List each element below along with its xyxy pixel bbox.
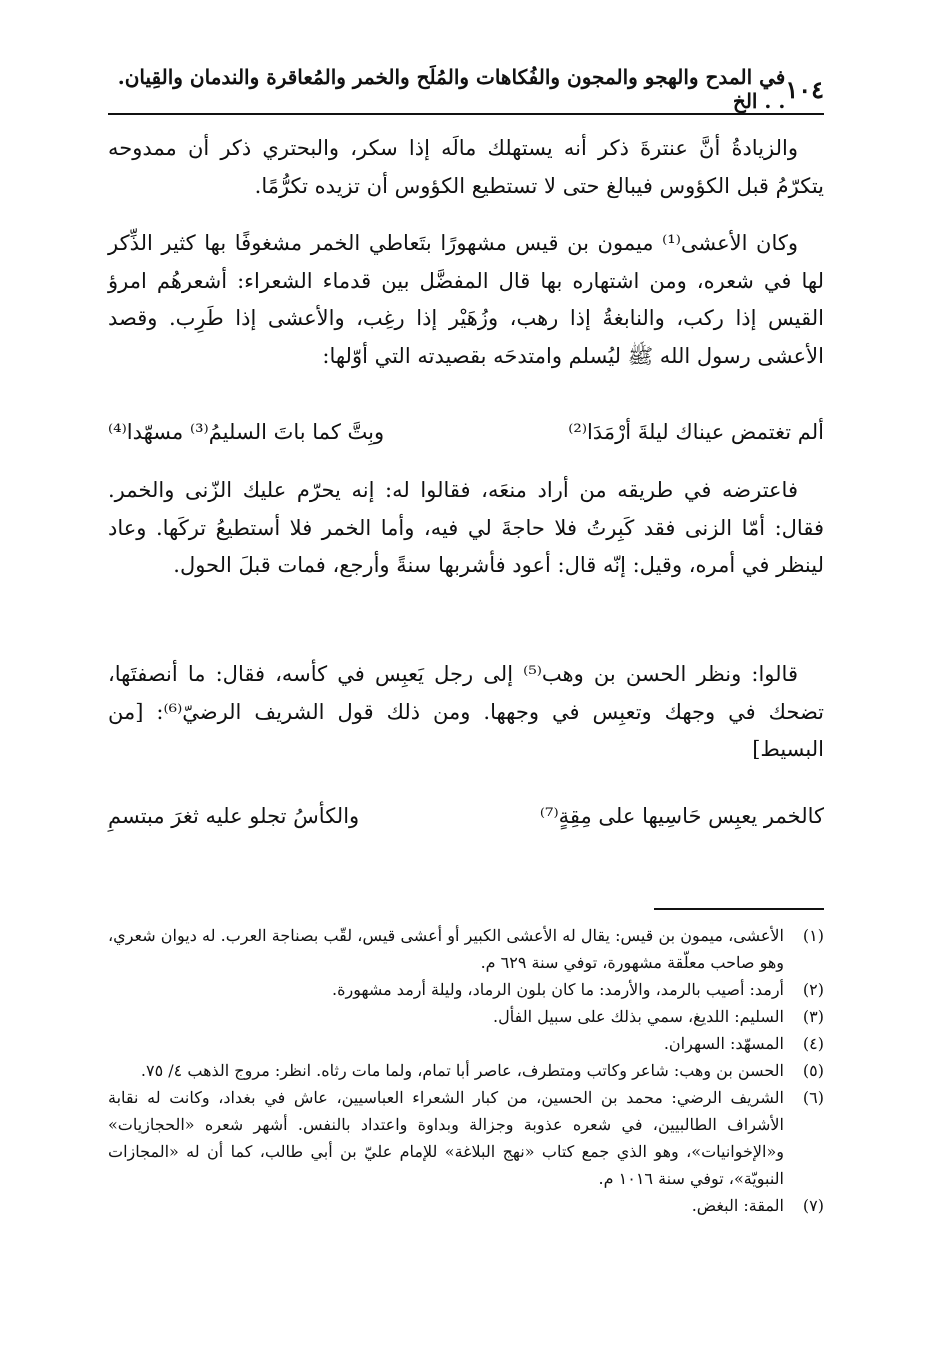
footnote-text: أرمد: أصيب بالرمد، والأرمد: ما كان بلون الرماد، وليلة أرمد مشهورة. <box>332 980 784 999</box>
running-header <box>108 65 824 113</box>
paragraph-4 <box>108 656 824 769</box>
paragraph-1 <box>108 130 824 205</box>
paragraph-text: وكان الأعشى⁽¹⁾ ميمون بن قيس مشهورًا بتَعاطي الخمر مشغوفًا بها كثير الذِّكر لها في شعره، ومن اشتهاره بها قال المفضَّل بين قدماء الشعراء: أشعرهُم امرؤ القيس إذا ركب، والنابغةُ إذا رهب، وزُهَيْر إذا رغِب، والأعشى إذا طَرِب. وقصد الأعشى رسول الله ﷺ ليُسلم وامتدحَه بقصيدته التي أوّلها: <box>108 231 824 368</box>
footnote-text: الشريف الرضي: محمد بن الحسين، من كبار الشعراء العباسيين، عاش في بغداد، وكانت له نقابة الأشراف الطالبيين، في شعره عذوبة وجزالة وبداوة واعتداد بالنفس. أشهر شعره «الحجازيات» و«الإخوانيات»، وهو الذي جمع كتاب «نهج البلاغة» للإمام عليّ بن أبي طالب، كما أن له «المجازات النبويّة»، توفي سنة ١٠١٦ م. <box>108 1088 784 1188</box>
paragraph-text: والزيادةُ أنَّ عنترةَ ذكر أنه يستهلك مالَه إذا سكر، والبحتري ذكر أن ممدوحه يتكرّمُ قبل الكؤوس فيبالغ حتى لا تستطيع الكؤوس أن تزيده تكرُّمًا. <box>108 136 824 198</box>
verse-1 <box>108 412 824 452</box>
footnote-divider <box>654 908 824 910</box>
header-divider <box>108 113 824 115</box>
paragraph-text: قالوا: ونظر الحسن بن وهب⁽⁵⁾ إلى رجل يَعبِس في كأسه، فقال: ما أنصفتَها، تضحك في وجهك وتعبِس في وجهها. ومن ذلك قول الشريف الرضيّ⁽⁶⁾: [من البسيط] <box>108 662 824 761</box>
footnote-item <box>108 1057 824 1084</box>
footnotes <box>108 922 824 1219</box>
footnote-number: (٥) <box>802 1061 824 1080</box>
running-title: في المدح والهجو والمجون والفُكاهات والمُلَح والخمر والمُعاقرة والندمان والقِيان. . . الخ <box>117 65 786 113</box>
footnote-number: (٧) <box>802 1196 824 1215</box>
footnote-item <box>108 1030 824 1057</box>
footnote-number: (١) <box>802 926 824 945</box>
footnote-number: (٢) <box>802 980 824 999</box>
paragraph-3 <box>108 472 824 585</box>
footnote-text: الحسن بن وهب: شاعر وكاتب ومتطرف، عاصر أبا تمام، ولما مات رثاه. انظر: مروج الذهب ٤/ ٧٥. <box>140 1061 784 1080</box>
verse-second-hemistich: والكأسُ تجلو عليه ثغرَ مبتسمِ <box>108 804 360 828</box>
footnote-item <box>108 1084 824 1192</box>
page-number: ١٠٤ <box>785 74 824 104</box>
verse-second-hemistich: وبِتَّ كما باتَ السليمُ⁽³⁾ مسهّدا⁽⁴⁾ <box>108 420 385 444</box>
footnote-item <box>108 922 824 976</box>
footnote-text: المسهّد: السهران. <box>663 1034 784 1053</box>
verse-2 <box>108 796 824 836</box>
footnote-text: الأعشى، ميمون بن قيس: يقال له الأعشى الكبير أو أعشى قيس، لقّب بصناجة العرب. له ديوان شعري، وهو صاحب معلّقة مشهورة، توفي سنة ٦٢٩ م. <box>108 926 784 972</box>
footnote-number: (٣) <box>802 1007 824 1026</box>
footnote-item <box>108 1192 824 1219</box>
footnote-text: السليم: اللديغ، سمي بذلك على سبيل الفأل. <box>493 1007 784 1026</box>
footnote-item <box>108 976 824 1003</box>
footnote-text: المقة: البغض. <box>691 1196 784 1215</box>
verse-first-hemistich: ألم تغتمض عيناك ليلةَ أرْمَدَا⁽²⁾ <box>568 420 824 444</box>
paragraph-2 <box>108 225 824 375</box>
verse-first-hemistich: كالخمر يعبِس حَاسِيها على مِقِةٍ⁽⁷⁾ <box>539 804 824 828</box>
paragraph-text: فاعترضه في طريقه من أراد منعَه، فقالوا له: إنه يحرّم عليك الزّنى والخمر. فقال: أمّا الزنى فقد كَبِرتُ فلا حاجةَ لي فيه، وأما الخمر فلا أستطيعُ تركَها. وعاد لينظر في أمره، وقيل: إنّه قال: أعود فأشربها سنةً وأرجع، فمات قبلَ الحول. <box>108 478 824 577</box>
footnote-number: (٦) <box>802 1088 824 1107</box>
footnote-item <box>108 1003 824 1030</box>
footnote-number: (٤) <box>802 1034 824 1053</box>
